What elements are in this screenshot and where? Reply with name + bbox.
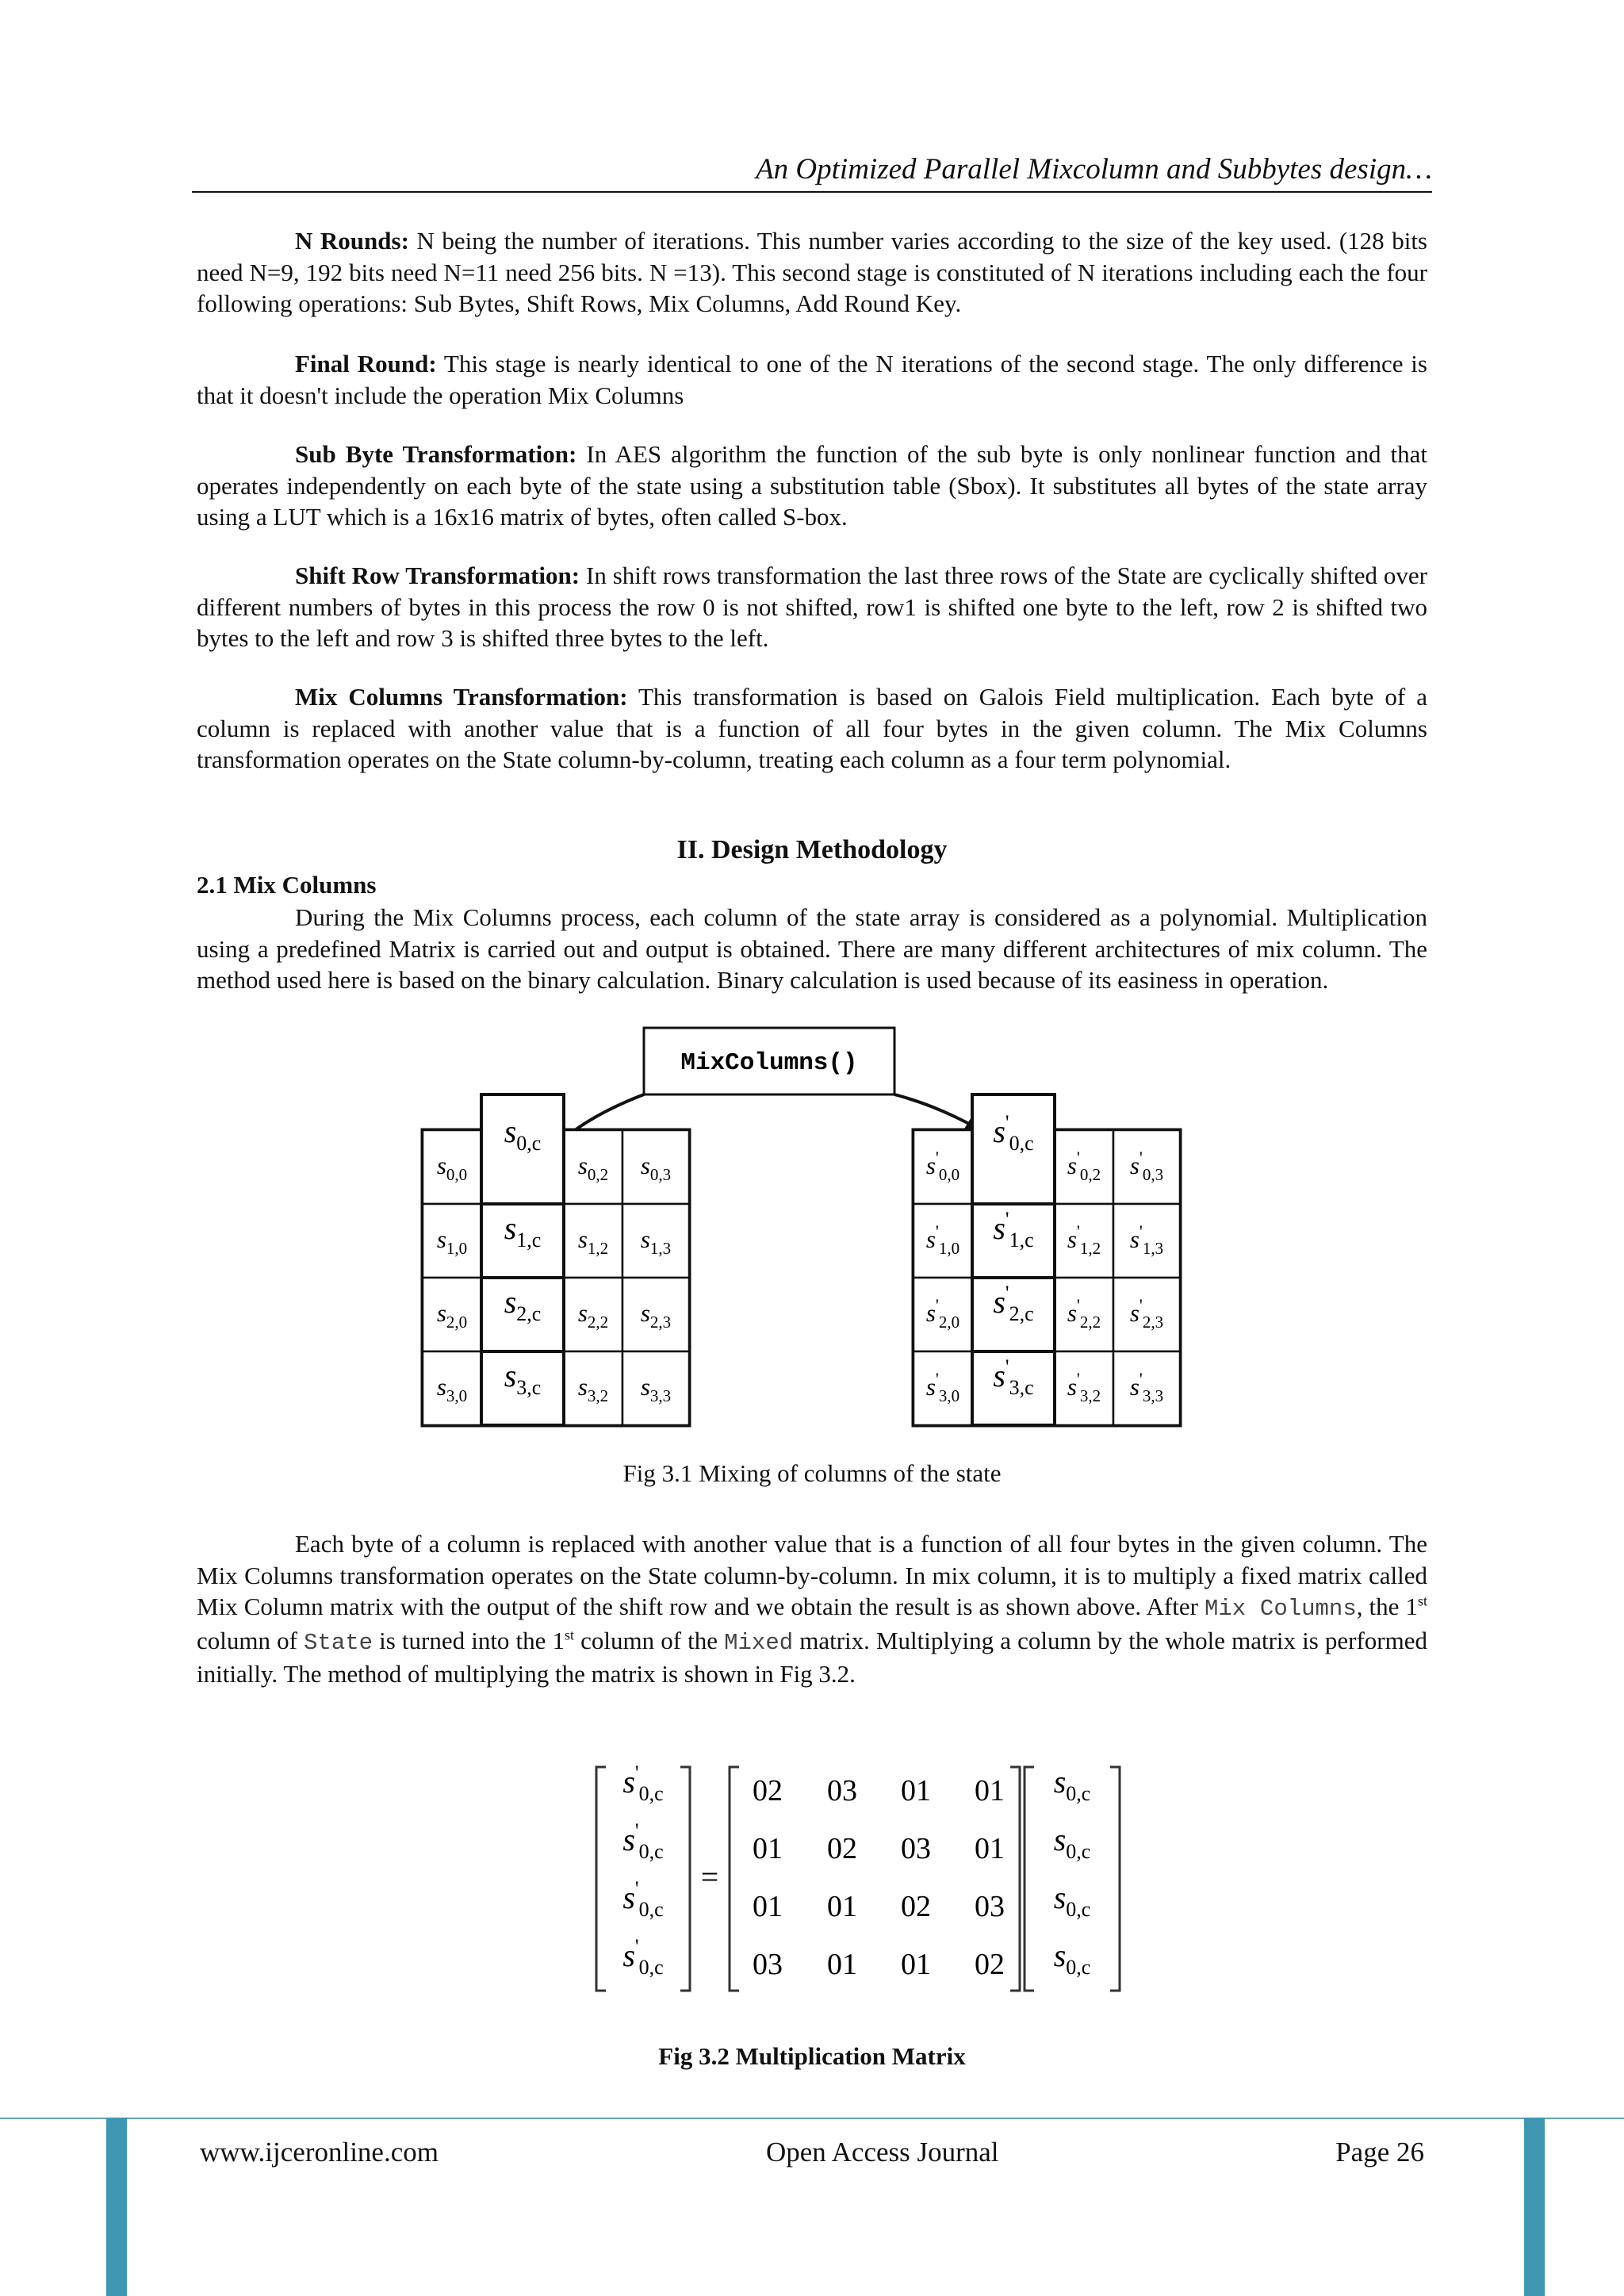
matrix-entry-3-0: 03 <box>753 1948 783 1981</box>
right-cell-label-0-0: s'0,0 <box>925 1148 960 1184</box>
right-cell-label-3-1: s'3,c <box>993 1355 1034 1399</box>
left-cell-label-2-0: s2,0 <box>436 1299 468 1332</box>
rhs-entry-0: s0,c <box>1053 1764 1091 1805</box>
matrix-entry-2-1: 01 <box>827 1890 857 1923</box>
shift-row-text: In shift rows transformation the last three rows of the State are cyclically shifted over different numbers of bytes in this process the row 0 is not shifted, row1 is shifted one byte to the left, row 2 is shifted two bytes to the left and row 3 is shifted three bytes to the left. <box>197 562 1427 652</box>
figure1-caption: Fig 3.1 Mixing of columns of the state <box>622 1459 1002 1487</box>
right-cell-label-2-0: s'2,0 <box>925 1295 960 1332</box>
left-cell-label-1-3: s1,3 <box>640 1225 672 1258</box>
rhs-entry-3: s0,c <box>1053 1938 1091 1979</box>
rhs-bracket-left <box>1025 1767 1034 1991</box>
paragraph-mix-intro: During the Mix Columns process, each column of the state array is considered as a polynomial. Multiplication using a predefined Matrix is carried out and output is obtained. There are many different architectures of mix column. The method used here is based on the binary calculation. Binary calculation is used because of its easiness in operation. <box>197 903 1427 994</box>
matrix-entry-1-2: 03 <box>901 1832 931 1865</box>
lhs-bracket-right <box>680 1767 690 1991</box>
left-cell-label-0-2: s0,2 <box>577 1152 609 1184</box>
left-cell-label-3-1: s3,c <box>504 1358 542 1399</box>
rhs-vector <box>1054 1764 1091 1979</box>
matrix-entry-3-3: 02 <box>975 1948 1005 1981</box>
explain-part2: , the 1 <box>1356 1593 1418 1620</box>
state-grid-right <box>914 1094 1180 1425</box>
matrix-entry-1-3: 01 <box>975 1832 1005 1865</box>
left-cell-label-0-3: s0,3 <box>640 1152 672 1184</box>
figure-multiplication-matrix <box>587 1761 1126 1999</box>
right-cell-label-1-0: s'1,0 <box>925 1221 960 1258</box>
right-cell-label-1-2: s'1,2 <box>1067 1221 1101 1258</box>
footer-bar-left <box>106 2118 127 2296</box>
final-round-label: Final Round: <box>295 350 437 378</box>
right-cell-label-2-1: s'2,c <box>993 1282 1034 1325</box>
left-cell-label-2-2: s2,2 <box>577 1299 609 1332</box>
footer-page-number: Page 26 <box>1335 2137 1424 2168</box>
right-cell-label-2-3: s'2,3 <box>1129 1295 1164 1332</box>
left-cell-label-2-3: s2,3 <box>640 1299 672 1332</box>
matrix-entry-0-1: 03 <box>827 1774 857 1807</box>
left-cell-label-1-2: s1,2 <box>577 1225 609 1258</box>
right-cell-label-0-3: s'0,3 <box>1129 1148 1164 1184</box>
right-cell-label-3-3: s'3,3 <box>1129 1369 1164 1405</box>
coefficient-matrix <box>753 1774 1005 1981</box>
left-cell-label-0-0: s0,0 <box>436 1152 468 1184</box>
lhs-bracket-left <box>596 1767 606 1991</box>
right-cell-label-1-1: s'1,c <box>993 1208 1034 1251</box>
left-cell-label-1-0: s1,0 <box>436 1225 468 1258</box>
left-cell-label-2-1: s2,c <box>504 1284 542 1325</box>
explain-part4: is turned into the 1 <box>373 1626 565 1654</box>
shift-row-label: Shift Row Transformation: <box>295 562 580 589</box>
equals-sign: = <box>700 1859 719 1895</box>
superscript-st-1: st <box>1418 1593 1428 1609</box>
code-state: State <box>304 1629 373 1656</box>
right-cell-label-0-1: s'0,c <box>993 1111 1034 1155</box>
footer-journal: Open Access Journal <box>766 2137 999 2168</box>
running-header: An Optimized Parallel Mixcolumn and Subbytes design… <box>756 153 1432 186</box>
code-mix-columns: Mix Columns <box>1205 1596 1357 1622</box>
footer-rule <box>0 2118 1624 2119</box>
footer-bar-right <box>1524 2118 1545 2296</box>
lhs-vector <box>622 1761 663 1979</box>
figure2-caption: Fig 3.2 Multiplication Matrix <box>658 2042 966 2070</box>
right-cell-label-2-2: s'2,2 <box>1067 1295 1101 1332</box>
matrix-entry-2-3: 03 <box>975 1890 1005 1923</box>
matrix-entry-3-1: 01 <box>827 1948 857 1981</box>
matrix-entry-1-1: 02 <box>827 1832 857 1865</box>
matrix-entry-2-0: 01 <box>753 1890 783 1923</box>
matrix-bracket-left <box>730 1767 739 1991</box>
matrix-entry-0-0: 02 <box>753 1774 783 1807</box>
left-cell-label-0-1: s0,c <box>504 1114 542 1155</box>
mixcolumns-box-label: MixColumns() <box>680 1049 858 1077</box>
right-cell-label-1-3: s'1,3 <box>1129 1221 1164 1258</box>
sub-byte-label: Sub Byte Transformation: <box>295 440 577 468</box>
mix-columns-label: Mix Columns Transformation: <box>295 683 628 711</box>
lhs-entry-0: s'0,c <box>622 1761 664 1805</box>
code-mixed: Mixed <box>724 1629 794 1656</box>
left-cell-label-3-2: s3,2 <box>577 1373 609 1405</box>
final-round-text: This stage is nearly identical to one of the N iterations of the second stage. The only difference is that it doesn't include the operation Mix Columns <box>197 350 1427 409</box>
mix-columns-text: This transformation is based on Galois Field multiplication. Each byte of a column is replaced with another value that is a function of all four bytes in the given column. The Mix Columns transformation operates on the State column-by-column, treating each column as a four term polynomial. <box>197 683 1427 773</box>
rhs-bracket-right <box>1110 1767 1120 1991</box>
subsection-heading: 2.1 Mix Columns <box>197 871 377 899</box>
right-cell-label-0-2: s'0,2 <box>1067 1148 1101 1184</box>
explain-part1: Each byte of a column is replaced with another value that is a function of all four bytes in the given column. The Mix Columns transformation operates on the State column-by-column. In mix column, it is to multiply a fixed matrix called Mix Column matrix with the output of the shift row and we obtain the result is as shown above. After <box>197 1530 1427 1620</box>
rhs-entry-1: s0,c <box>1053 1822 1091 1863</box>
matrix-bracket-right <box>1010 1767 1020 1991</box>
superscript-st-2: st <box>565 1627 575 1643</box>
section-title: II. Design Methodology <box>676 835 948 864</box>
explain-part6: matrix. Multiplying a column by the whole matrix is performed initially. The method of multiplying the matrix is shown in Fig 3.2. <box>197 1626 1427 1688</box>
n-rounds-text: N being the number of iterations. This number varies according to the size of the key used. (128 bits need N=9, 192 bits need N=11 need 256 bits. N =13). This second stage is constituted of N iterations including each the four following operations: Sub Bytes, Shift Rows, Mix Columns, Add Round Key. <box>197 227 1427 317</box>
left-cell-label-3-3: s3,3 <box>640 1373 672 1405</box>
right-cell-label-3-0: s'3,0 <box>925 1369 960 1405</box>
rhs-entry-2: s0,c <box>1053 1880 1091 1921</box>
left-cell-label-3-0: s3,0 <box>436 1373 468 1405</box>
matrix-entry-0-2: 01 <box>901 1774 931 1807</box>
sub-byte-text: In AES algorithm the function of the sub byte is only nonlinear function and that operates independently on each byte of the state using a substitution table (Sbox). It substitutes all bytes of the state array using a LUT which is a 16x16 matrix of bytes, often called S-box. <box>197 440 1427 531</box>
explain-part3: column of <box>197 1626 304 1654</box>
n-rounds-label: N Rounds: <box>295 227 409 255</box>
lhs-entry-2: s'0,c <box>622 1877 664 1921</box>
matrix-entry-1-0: 01 <box>753 1832 783 1865</box>
matrix-entry-3-2: 01 <box>901 1948 931 1981</box>
lhs-entry-3: s'0,c <box>622 1935 664 1979</box>
state-grid-left <box>423 1094 689 1425</box>
left-cell-label-1-1: s1,c <box>504 1210 542 1251</box>
matrix-entry-2-2: 02 <box>901 1890 931 1923</box>
matrix-entry-0-3: 01 <box>975 1774 1005 1807</box>
footer-website[interactable]: www.ijceronline.com <box>200 2137 439 2168</box>
explain-part5: column of the <box>574 1626 725 1654</box>
right-cell-label-3-2: s'3,2 <box>1067 1369 1101 1405</box>
paragraph-explain <box>197 1528 1427 1690</box>
lhs-entry-1: s'0,c <box>622 1819 664 1863</box>
